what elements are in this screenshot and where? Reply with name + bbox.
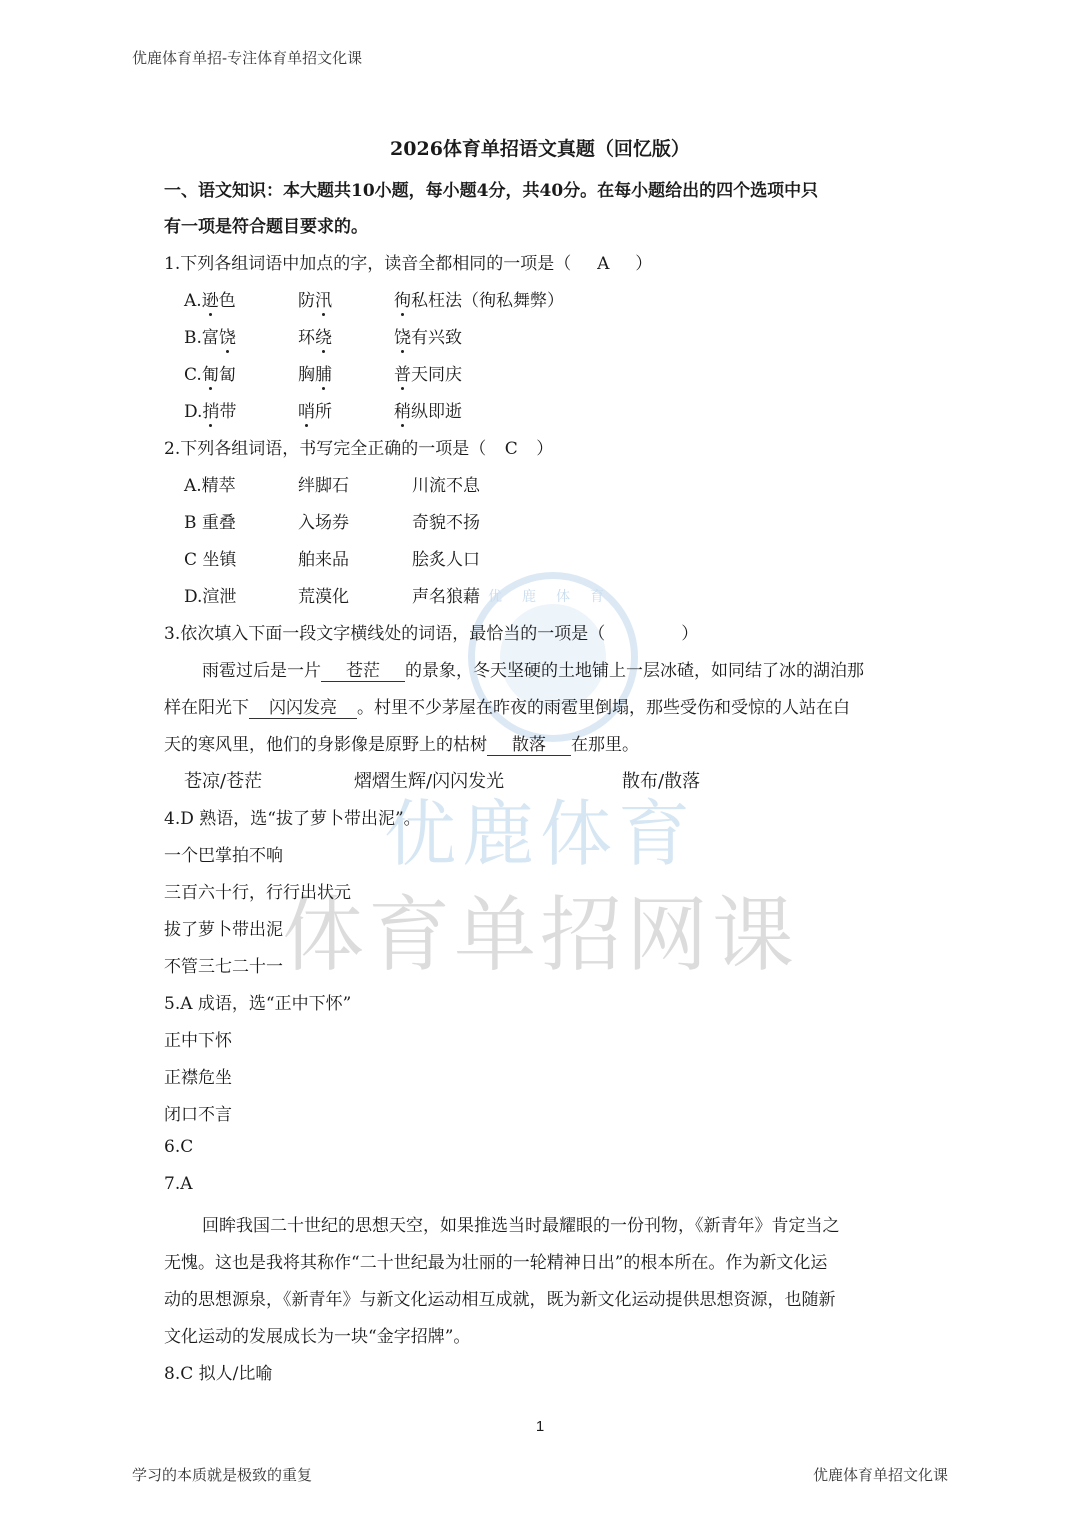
option-text: 纵即逝 [411, 402, 462, 422]
q1-option-a [184, 286, 236, 311]
fill-blank: 苍茫 [321, 662, 405, 682]
q4-answer: 4.D 熟语，选“拔了萝卜带出泥”。 [164, 809, 421, 829]
option-label: C. [184, 365, 202, 385]
page-header: 优鹿体育单招-专注体育单招文化课 [132, 49, 363, 67]
passage-text: 雨雹过后是一片 [202, 661, 321, 681]
option-text: 环 [298, 328, 315, 348]
q2-option-a-word2: 绊脚石 [298, 476, 349, 496]
dotted-char: 饶 [218, 328, 236, 348]
dotted-char: 普 [394, 365, 411, 385]
dotted-char: 徇 [394, 291, 411, 311]
section-heading-line1: 一、语文知识：本大题共10小题，每小题4分，共40分。在每小题给出的四个选项中只 [164, 181, 819, 201]
passage-text: 样在阳光下 [164, 698, 249, 718]
q2-option-d-word2: 荒漠化 [298, 587, 349, 607]
q3-option-1: 苍凉/苍茫 [184, 771, 263, 792]
option-text: 带 [219, 402, 237, 422]
q2-option-d-word3: 声名狼藉 [412, 587, 480, 607]
q3-stem [164, 619, 698, 644]
option-text: 天同庆 [411, 365, 462, 385]
q3-passage-line3 [164, 730, 639, 756]
q7-passage-line: 无愧。这也是我将其称作“二十世纪最为壮丽的一轮精神日出”的根本所在。作为新文化运 [164, 1253, 828, 1273]
passage-text: 。村里不少茅屋在昨夜的雨雹里倒塌，那些受伤和受惊的人站在白 [357, 698, 850, 718]
q4-item: 三百六十行，行行出状元 [164, 883, 351, 903]
footer-left: 学习的本质就是极致的重复 [132, 1466, 313, 1484]
option-text: 所 [315, 402, 332, 422]
q6-answer: 6.C [164, 1137, 194, 1157]
fill-blank: 闪闪发亮 [249, 699, 357, 719]
dotted-char: 捎 [202, 402, 220, 422]
option-label: D. [184, 402, 203, 422]
page-number: 1 [535, 1418, 545, 1435]
option-text: 胸 [298, 365, 315, 385]
q3-passage-line1 [202, 656, 864, 682]
dotted-char: 饶 [394, 328, 411, 348]
footer-right: 优鹿体育单招文化课 [812, 1466, 948, 1484]
dotted-char: 汛 [315, 291, 332, 311]
q5-answer: 5.A 成语，选“正中下怀” [164, 994, 352, 1014]
q2-option-b-word1: B 重叠 [184, 513, 236, 533]
option-text: 私枉法（徇私舞弊） [411, 291, 564, 311]
q5-item: 正襟危坐 [164, 1068, 232, 1088]
q5-item: 正中下怀 [164, 1031, 232, 1051]
dotted-char: 绕 [315, 328, 332, 348]
watermark-site: 体育单招网课 [281, 888, 798, 983]
q2-close: ） [536, 439, 554, 459]
fill-blank: 散落 [487, 736, 571, 756]
q1-option-c-word3 [394, 360, 462, 385]
q1-answer: A [597, 254, 610, 274]
watermark-brand: 优鹿体育 [383, 792, 696, 876]
section-heading-line2: 有一项是符合题目要求的。 [164, 217, 368, 237]
option-label: A. [184, 291, 202, 311]
q2-answer: C [504, 439, 518, 459]
option-text: 富 [201, 328, 219, 348]
q3-stem-text: 3.依次填入下面一段文字横线处的词语，最恰当的一项是（ [164, 624, 606, 644]
q1-option-c-word2 [298, 360, 332, 385]
option-text: 匐 [218, 365, 236, 385]
option-text: 有兴致 [411, 328, 462, 348]
dotted-char: 脯 [315, 365, 332, 385]
q1-option-a-word2 [298, 286, 332, 311]
q1-option-b [184, 323, 236, 348]
dotted-char: 哨 [298, 402, 315, 422]
q1-option-d [184, 397, 236, 422]
q7-passage-line: 动的思想源泉，《新青年》与新文化运动相互成就，既为新文化运动提供思想资源，也随新 [164, 1290, 836, 1310]
q5-item: 闭口不言 [164, 1105, 232, 1125]
q7-passage-line: 文化运动的发展成长为一块“金字招牌”。 [164, 1327, 471, 1347]
option-label: B. [184, 328, 202, 348]
q2-stem [164, 434, 553, 459]
q1-stem-text: 1.下列各组词语中加点的字，读音全都相同的一项是（ [164, 254, 572, 274]
q1-option-d-word2 [298, 397, 332, 422]
q2-option-b-word3: 奇貌不扬 [412, 513, 480, 533]
watermark-logo-text: 优鹿体育 [488, 589, 624, 605]
q2-stem-text: 2.下列各组词语，书写完全正确的一项是（ [164, 439, 487, 459]
passage-text: 天的寒风里，他们的身影像是原野上的枯树 [164, 735, 487, 755]
q2-option-d-word1: D.渲泄 [184, 587, 237, 607]
q4-item: 拔了萝卜带出泥 [164, 920, 283, 940]
q2-option-a-word3: 川流不息 [412, 476, 480, 496]
q2-option-c-word3: 脍炙人口 [412, 550, 480, 570]
q1-option-b-word3 [394, 323, 462, 348]
dotted-char: 匍 [201, 365, 219, 385]
q1-option-b-word2 [298, 323, 332, 348]
dotted-char: 逊 [201, 291, 219, 311]
q2-option-b-word2: 入场券 [298, 513, 349, 533]
q1-option-a-word3 [394, 286, 564, 311]
page-title: 2026体育单招语文真题（回忆版） [390, 138, 690, 160]
q3-option-3: 散布/散落 [622, 771, 701, 792]
q4-item: 一个巴掌拍不响 [164, 846, 283, 866]
q3-passage-line2 [164, 693, 850, 719]
q1-option-d-word3 [394, 397, 462, 422]
q2-option-c-word1: C 坐镇 [184, 550, 237, 570]
q3-close: ） [681, 624, 699, 644]
q2-option-a-word1: A.精萃 [184, 476, 236, 496]
q7-passage-line: 回眸我国二十世纪的思想天空，如果推选当时最耀眼的一份刊物，《新青年》肯定当之 [202, 1216, 840, 1236]
q7-answer: 7.A [164, 1174, 193, 1194]
option-text: 色 [218, 291, 236, 311]
q1-stem [164, 249, 652, 274]
q1-option-c [184, 360, 236, 385]
passage-text: 在那里。 [571, 735, 639, 755]
passage-text: 的景象，冬天坚硬的土地铺上一层冰碴，如同结了冰的湖泊那 [405, 661, 864, 681]
q1-close: ） [635, 254, 653, 274]
q2-option-c-word2: 舶来品 [298, 550, 349, 570]
option-text: 防 [298, 291, 315, 311]
q4-item: 不管三七二十一 [164, 957, 283, 977]
q8-answer: 8.C 拟人/比喻 [164, 1364, 273, 1384]
dotted-char: 稍 [394, 402, 411, 422]
q3-option-2: 熠熠生辉/闪闪发光 [354, 771, 505, 792]
